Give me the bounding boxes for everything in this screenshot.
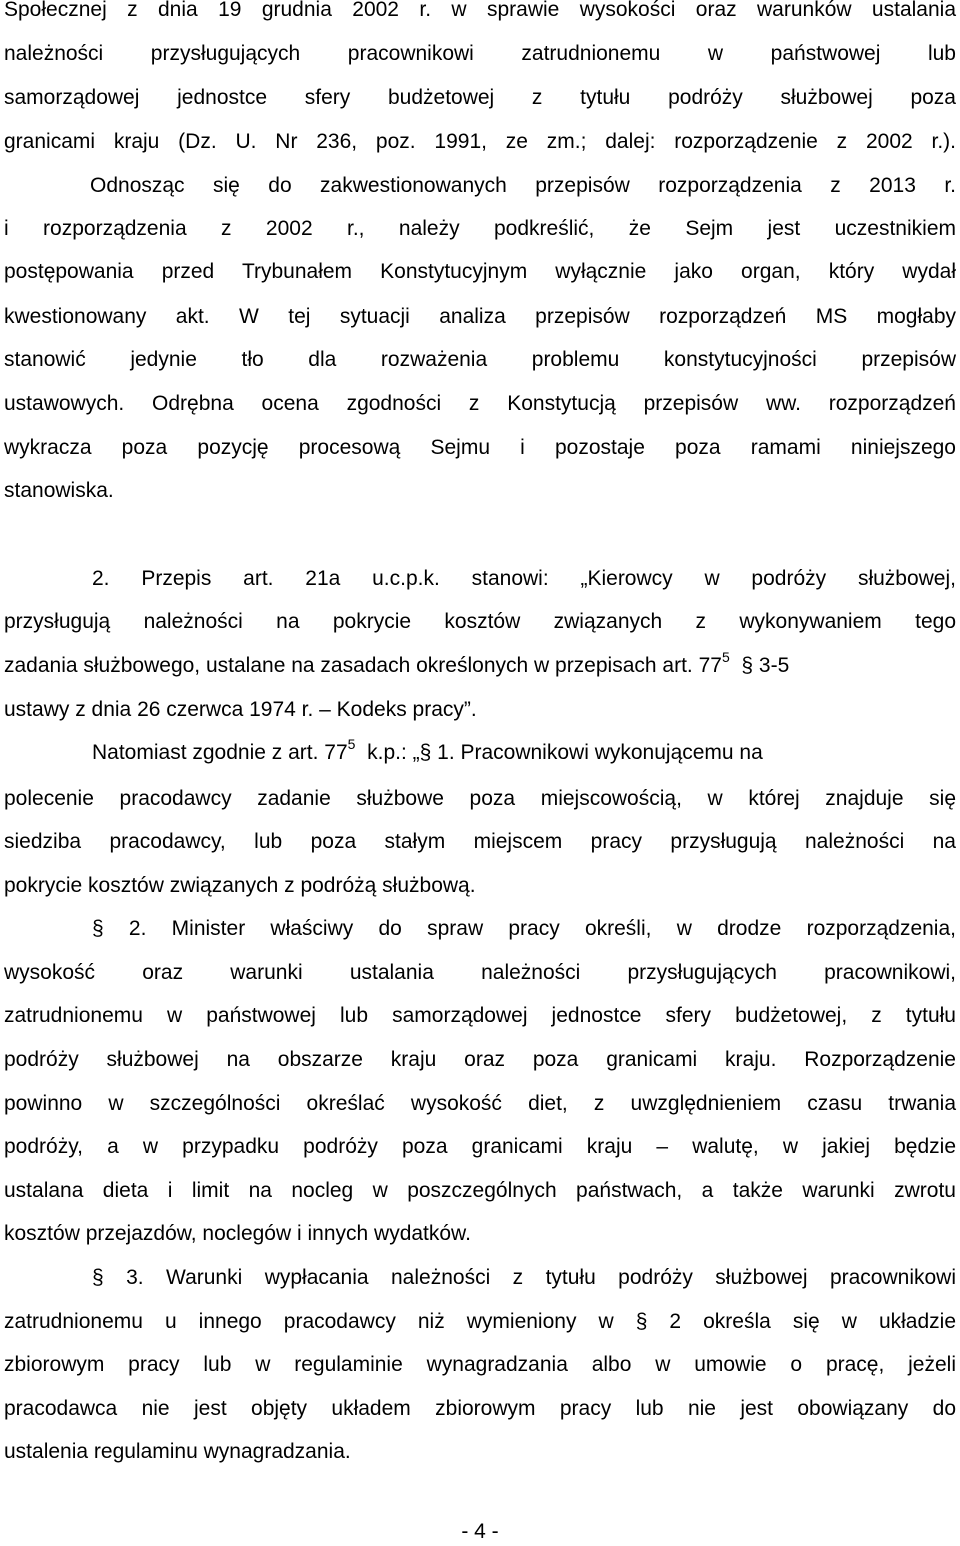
text-fragment: Natomiast zgodnie z art. 77: [92, 741, 348, 764]
superscript: 5: [347, 736, 356, 752]
text-line: zatrudnionemu w państwowej lub samorządowej jednostce sfery budżetowej, z tytułu: [4, 1004, 956, 1027]
text-line: siedziba pracodawcy, lub poza stałym miejscem pracy przysługują należności na: [4, 830, 956, 853]
text-line: zatrudnionemu u innego pracodawcy niż wymieniony w § 2 określa się w układzie: [4, 1310, 956, 1333]
text-line: pracodawca nie jest objęty układem zbiorowym pracy lub nie jest obowiązany do: [4, 1397, 956, 1420]
text-line: Odnosząc się do zakwestionowanych przepisów rozporządzenia z 2013 r.: [90, 174, 956, 197]
text-line: wysokość oraz warunki ustalania należności przysługujących pracownikowi,: [4, 961, 956, 984]
text-line: zbiorowym pracy lub w regulaminie wynagradzania albo w umowie o pracę, jeżeli: [4, 1353, 956, 1376]
text-line: przysługują należności na pokrycie kosztów związanych z wykonywaniem tego: [4, 610, 956, 633]
text-line: kosztów przejazdów, noclegów i innych wydatków.: [4, 1222, 471, 1245]
text-line: postępowania przed Trybunałem Konstytucyjnym wyłącznie jako organ, który wydał: [4, 260, 956, 283]
text-line: podróży służbowej na obszarze kraju oraz poza granicami kraju. Rozporządzenie: [4, 1048, 956, 1071]
text-line: § 3. Warunki wypłacania należności z tytułu podróży służbowej pracownikowi: [92, 1266, 956, 1289]
text-line: ustalana dieta i limit na nocleg w poszczególnych państwach, a także warunki zwrotu: [4, 1179, 956, 1202]
text-line: podróży, a w przypadku podróży poza granicami kraju – walutę, w jakiej będzie: [4, 1135, 956, 1158]
text-line: samorządowej jednostce sfery budżetowej z tytułu podróży służbowej poza: [4, 86, 956, 109]
text-line: pokrycie kosztów związanych z podróżą służbową.: [4, 874, 476, 897]
text-line: ustawy z dnia 26 czerwca 1974 r. – Kodeks pracy”.: [4, 698, 477, 721]
text-line: stanowić jedynie tło dla rozważenia problemu konstytucyjności przepisów: [4, 348, 956, 371]
text-line: stanowiska.: [4, 479, 114, 502]
text-line: 2. Przepis art. 21a u.c.p.k. stanowi: „Kierowcy w podróży służbowej,: [92, 567, 956, 590]
text-line: [4, 736, 956, 768]
text-line: należności przysługujących pracownikowi zatrudnionemu w państwowej lub: [4, 42, 956, 65]
text-fragment: § 3-5: [741, 654, 790, 677]
text-line: ustawowych. Odrębna ocena zgodności z Konstytucją przepisów ww. rozporządzeń: [4, 392, 956, 415]
text-fragment: zadania służbowego, ustalane na zasadach określonych w przepisach art. 77: [4, 654, 722, 677]
superscript: 5: [721, 649, 730, 665]
text-line: Społecznej z dnia 19 grudnia 2002 r. w sprawie wysokości oraz warunków ustalania: [4, 0, 956, 21]
text-line: § 2. Minister właściwy do spraw pracy określi, w drodze rozporządzenia,: [92, 917, 956, 940]
text-line: polecenie pracodawcy zadanie służbowe poza miejscowością, w której znajduje się: [4, 787, 956, 810]
text-line: [4, 649, 956, 681]
text-fragment: k.p.: „§ 1. Pracownikowi wykonującemu na: [367, 741, 763, 764]
text-line: powinno w szczególności określać wysokość diet, z uwzględnieniem czasu trwania: [4, 1092, 956, 1115]
text-line: granicami kraju (Dz. U. Nr 236, poz. 1991, ze zm.; dalej: rozporządzenie z 2002 r.).: [4, 130, 956, 153]
page-number: - 4 -: [461, 1520, 499, 1543]
text-line: ustalenia regulaminu wynagradzania.: [4, 1440, 351, 1463]
text-line: wykracza poza pozycję procesową Sejmu i pozostaje poza ramami niniejszego: [4, 436, 956, 459]
text-line: kwestionowany akt. W tej sytuacji analiza przepisów rozporządzeń MS mogłaby: [4, 305, 956, 328]
text-line: i rozporządzenia z 2002 r., należy podkreślić, że Sejm jest uczestnikiem: [4, 217, 956, 240]
